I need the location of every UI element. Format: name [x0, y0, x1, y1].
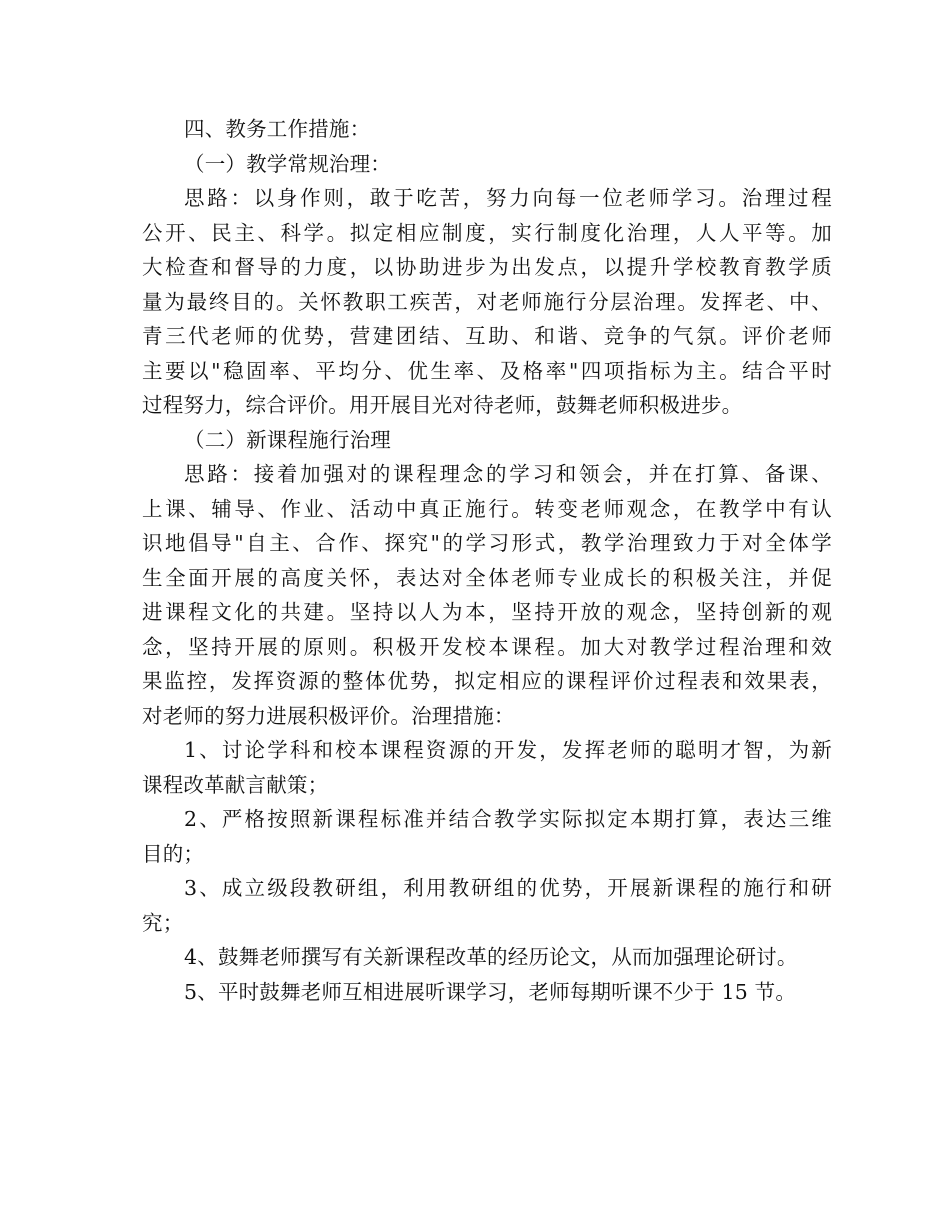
- paragraph-line: 青三代老师的优势，营建团结、互助、和谐、竞争的气氛。评价老师: [142, 324, 832, 348]
- paragraph-line: 过程努力，综合评价。用开展目光对待老师，鼓舞老师积极进步。: [142, 393, 743, 417]
- paragraph-line: 大检查和督导的力度，以协助进步为出发点，以提升学校教育教学质: [142, 255, 832, 279]
- list-item-line: 1、讨论学科和校本课程资源的开发，发挥老师的聪明才智，为新: [184, 738, 832, 762]
- list-item: [142, 940, 832, 975]
- paragraph-1: [142, 181, 832, 423]
- list-item-line: 究；: [142, 910, 184, 935]
- list-item: [142, 871, 832, 940]
- paragraph-line: 量为最终目的。关怀教职工疾苦，对老师施行分层治理。发挥老、中、: [142, 289, 832, 314]
- paragraph-2: [142, 457, 832, 733]
- paragraph-line: 果监控，发挥资源的整体优势，拟定相应的课程评价过程表和效果表，: [142, 669, 832, 693]
- paragraph-line: 念，坚持开展的原则。积极开发校本课程。加大对教学过程治理和效: [142, 634, 832, 659]
- sub-heading-1: （一）教学常规治理：: [184, 151, 391, 176]
- measures-list: [142, 733, 832, 1009]
- list-item: [142, 733, 832, 802]
- paragraph-line: 进课程文化的共建。坚持以人为本，坚持开放的观念，坚持创新的观: [142, 600, 832, 624]
- paragraph-line: 思路：接着加强对的课程理念的学习和领会，并在打算、备课、: [184, 462, 832, 486]
- paragraph-line: 生全面开展的高度关怀，表达对全体老师专业成长的积极关注，并促: [142, 565, 832, 590]
- paragraph-line: 公开、民主、科学。拟定相应制度，实行制度化治理，人人平等。加: [142, 220, 832, 245]
- paragraph-line: 识地倡导"自主、合作、探究"的学习形式，教学治理致力于对全体学: [142, 531, 832, 555]
- list-item: [142, 975, 832, 1010]
- document-page: [142, 112, 832, 1009]
- section-heading: 四、教务工作措施：: [184, 117, 371, 141]
- list-item-line: 课程改革献言献策；: [142, 772, 329, 797]
- list-item-line: 5、平时鼓舞老师互相进展听课学习，老师每期听课不少于 15 节。: [184, 979, 797, 1004]
- paragraph-line: 主要以"稳固率、平均分、优生率、及格率"四项指标为主。结合平时: [142, 358, 832, 383]
- paragraph-line: 对老师的努力进展积极评价。治理措施：: [142, 703, 515, 728]
- paragraph-line: 上课、辅导、作业、活动中真正施行。转变老师观念，在教学中有认: [142, 496, 832, 521]
- paragraph-line: 思路：以身作则，敢于吃苦，努力向每一位老师学习。治理过程: [184, 186, 832, 210]
- list-item-line: 3、成立级段教研组，利用教研组的优势，开展新课程的施行和研: [184, 876, 832, 900]
- list-item-line: 2、严格按照新课程标准并结合教学实际拟定本期打算，表达三维: [184, 807, 832, 831]
- sub-heading-2: （二）新课程施行治理: [184, 427, 391, 452]
- list-item: [142, 802, 832, 871]
- list-item-line: 目的；: [142, 841, 205, 866]
- list-item-line: 4、鼓舞老师撰写有关新课程改革的经历论文，从而加强理论研讨。: [184, 945, 798, 969]
